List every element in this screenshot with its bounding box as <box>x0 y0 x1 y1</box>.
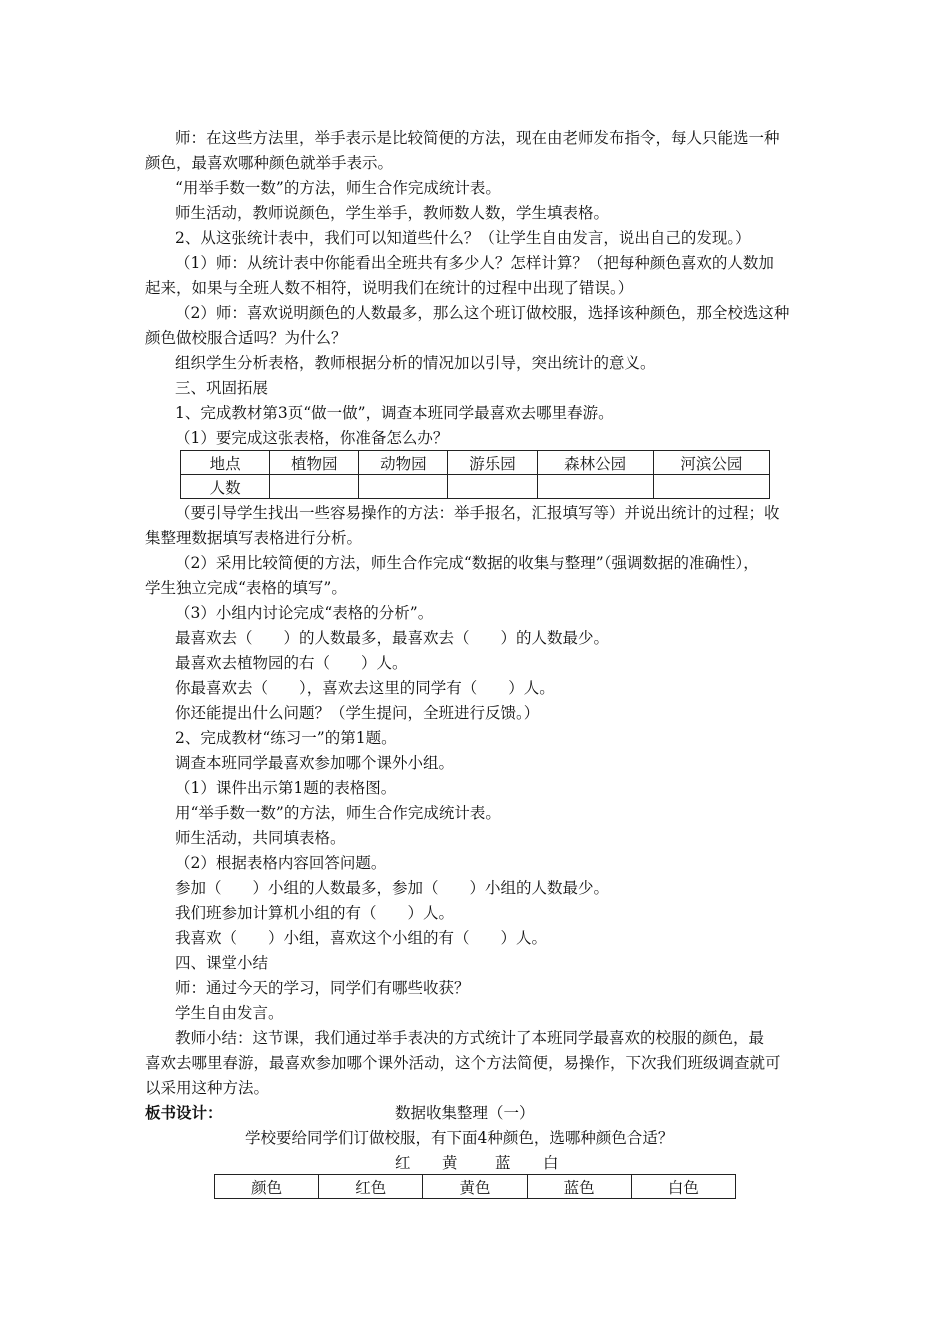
table-cell: 白色 <box>631 1175 735 1199</box>
paragraph-line: 起来，如果与全班人数不相符，说明我们在统计的过程中出现了错误。） <box>145 279 634 297</box>
paragraph-line: 2、从这张统计表中，我们可以知道些什么？（让学生自由发言，说出自己的发现。） <box>175 229 751 247</box>
paragraph-line: （1）课件出示第1题的表格图。 <box>175 779 397 797</box>
board-color-word: 蓝 <box>495 1154 511 1172</box>
paragraph-line: 师：通过今天的学习，同学们有哪些收获？ <box>175 979 470 997</box>
table-cell <box>270 475 359 499</box>
paragraph-line: 1、完成教材第3页“做一做”，调查本班同学最喜欢去哪里春游。 <box>175 404 614 422</box>
paragraph-line: （1）要完成这张表格，你准备怎么办？ <box>175 429 449 447</box>
paragraph-line: （要引导学生找出一些容易操作的方法：举手报名，汇报填写等）并说出统计的过程；收 <box>175 504 780 522</box>
paragraph-line: 我们班参加计算机小组的有（ ）人。 <box>175 904 455 922</box>
paragraph-line: 组织学生分析表格，教师根据分析的情况加以引导，突出统计的意义。 <box>175 354 656 372</box>
table-header-cell: 地点 <box>181 451 270 475</box>
table-header-cell: 游乐园 <box>448 451 537 475</box>
paragraph-line: 我喜欢（ ）小组，喜欢这个小组的有（ ）人。 <box>175 929 548 947</box>
paragraph-line: “用举手数一数”的方法，师生合作完成统计表。 <box>175 179 501 197</box>
board-design-label: 板书设计： <box>145 1103 223 1122</box>
table-header-cell: 植物园 <box>270 451 359 475</box>
table-cell: 红色 <box>319 1175 423 1199</box>
paragraph-line: 师生活动，教师说颜色，学生举手，教师数人数，学生填表格。 <box>175 204 610 222</box>
table-row-label: 人数 <box>181 475 270 499</box>
spring-trip-table <box>180 450 770 499</box>
paragraph-line: 参加（ ）小组的人数最多，参加（ ）小组的人数最少。 <box>175 879 610 897</box>
paragraph-line: 学生自由发言。 <box>175 1004 284 1022</box>
paragraph-line: 用“举手数一数”的方法，师生合作完成统计表。 <box>175 804 501 822</box>
table-row <box>181 451 770 475</box>
paragraph-line: 调查本班同学最喜欢参加哪个课外小组。 <box>175 754 455 772</box>
table-cell <box>448 475 537 499</box>
paragraph-line: 以采用这种方法。 <box>145 1079 270 1097</box>
board-color-word: 黄 <box>442 1154 458 1172</box>
paragraph-line: 颜色，最喜欢哪种颜色就举手表示。 <box>145 154 394 172</box>
paragraph-line: 你最喜欢去（ ），喜欢去这里的同学有（ ）人。 <box>175 679 555 697</box>
paragraph-line: （2）师：喜欢说明颜色的人数最多，那么这个班订做校服，选择该种颜色，那全校选这种 <box>175 304 790 322</box>
table-cell: 黄色 <box>423 1175 527 1199</box>
paragraph-line: 最喜欢去植物园的右（ ）人。 <box>175 654 408 672</box>
paragraph-line: 你还能提出什么问题？（学生提问，全班进行反馈。） <box>175 704 540 722</box>
paragraph-line: 师：在这些方法里，举手表示是比较简便的方法，现在由老师发布指令，每人只能选一种 <box>175 129 780 147</box>
paragraph-line: （3）小组内讨论完成“表格的分析”。 <box>175 604 434 622</box>
paragraph-line: 喜欢去哪里春游，最喜欢参加哪个课外活动，这个方法简便，易操作，下次我们班级调查就可 <box>145 1054 781 1072</box>
table-cell <box>537 475 653 499</box>
table-header-cell: 动物园 <box>359 451 448 475</box>
table-cell: 蓝色 <box>527 1175 631 1199</box>
paragraph-line: （1）师：从统计表中你能看出全班共有多少人？怎样计算？（把每种颜色喜欢的人数加 <box>175 254 774 272</box>
paragraph-line: （2）采用比较简便的方法，师生合作完成“数据的收集与整理”（强调数据的准确性）， <box>175 554 759 572</box>
table-row <box>181 475 770 499</box>
paragraph-line: （2）根据表格内容回答问题。 <box>175 854 387 872</box>
table-header-cell: 河滨公园 <box>653 451 769 475</box>
paragraph-line: 颜色做校服合适吗？为什么？ <box>145 329 347 347</box>
paragraph-line: 师生活动，共同填表格。 <box>175 829 346 847</box>
paragraph-line: 集整理数据填写表格进行分析。 <box>145 529 363 547</box>
paragraph-line: 学生独立完成“表格的填写”。 <box>145 579 347 597</box>
paragraph-line: 最喜欢去（ ）的人数最多，最喜欢去（ ）的人数最少。 <box>175 629 610 647</box>
board-color-word: 红 <box>395 1154 411 1172</box>
section-heading: 三、巩固拓展 <box>175 379 269 397</box>
section-heading: 四、课堂小结 <box>175 954 269 972</box>
board-color-word: 白 <box>543 1154 559 1172</box>
table-cell <box>653 475 769 499</box>
paragraph-line: 教师小结：这节课，我们通过举手表决的方式统计了本班同学最喜欢的校服的颜色，最 <box>175 1029 765 1047</box>
table-cell <box>359 475 448 499</box>
board-title: 数据收集整理（一） <box>395 1104 535 1122</box>
table-header-cell: 森林公园 <box>537 451 653 475</box>
uniform-color-table <box>214 1174 736 1199</box>
board-question: 学校要给同学们订做校服，有下面4种颜色，选哪种颜色合适？ <box>245 1129 674 1147</box>
paragraph-line: 2、完成教材“练习一”的第1题。 <box>175 729 397 747</box>
table-row <box>215 1175 736 1199</box>
table-header-cell: 颜色 <box>215 1175 319 1199</box>
